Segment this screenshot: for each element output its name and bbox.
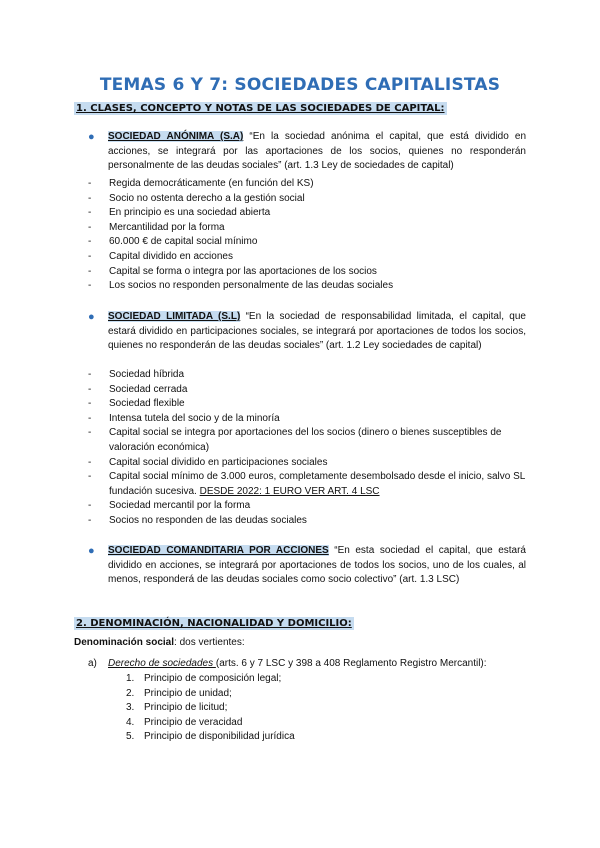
sca-definition-text: “En esta sociedad el capital, que estará dividido en acciones, se integrará por aportaciones de todos los socios, uno de los cuales, al menos, responderá de las deudas sociales como socio colectivo” (art. 1.3 LSC) xyxy=(108,545,526,586)
list-number: 4. xyxy=(126,716,135,728)
list-item xyxy=(126,701,295,716)
capital-minimum-note: DESDE 2022: 1 EURO VER ART. 4 LSC xyxy=(199,485,380,497)
list-number: 1. xyxy=(126,673,135,684)
sa-name: SOCIEDAD ANÓNIMA (S.A) xyxy=(108,131,244,142)
list-item xyxy=(88,470,529,499)
list-item: - 60.000 € de capital social mínimo xyxy=(88,235,529,250)
item-a-line xyxy=(108,657,538,672)
list-item xyxy=(126,730,295,745)
list-text: Principio de composición legal; xyxy=(144,673,282,684)
bullet-icon: ● xyxy=(88,131,95,143)
bullet-icon: ● xyxy=(88,311,95,323)
list-item: - Socios no responden de las deudas sociales xyxy=(88,514,529,529)
list-item: - En principio es una sociedad abierta xyxy=(88,206,529,221)
sl-definition-text: “En la sociedad de responsabilidad limitada, el capital, que estará dividido en participaciones sociales, se integrará por aportaciones de todos los socios, quienes no responderán de las deudas sociales” (art. 1.2 Ley sociedades de capital) xyxy=(108,311,526,352)
section-2-heading: 2. DENOMINACIÓN, NACIONALIDAD Y DOMICILIO: xyxy=(76,618,352,629)
sca-name: SOCIEDAD COMANDITARIA POR ACCIONES xyxy=(108,545,329,556)
bullet-icon: ● xyxy=(88,545,95,557)
list-text: Principio de veracidad xyxy=(144,716,243,728)
item-a-marker: a) xyxy=(88,658,97,669)
sl-name: SOCIEDAD LIMITADA (S.L) xyxy=(108,311,241,322)
principles-list xyxy=(126,672,295,745)
list-item: - Socio no ostenta derecho a la gestión social xyxy=(88,192,529,207)
list-text: Principio de unidad; xyxy=(144,687,232,699)
sa-definition-text: “En la sociedad anónima el capital, que está dividido en acciones, se integrará por las aportaciones de los socios, quienes no responderán personalmente de las deudas sociales” (art. 1.3 Ley de sociedades de capital) xyxy=(108,131,527,172)
list-item: - Los socios no responden personalmente de las deudas sociales xyxy=(88,279,529,294)
list-item xyxy=(126,687,295,702)
item-a-title: Derecho de sociedades xyxy=(108,658,216,669)
list-item: - Mercantilidad por la forma xyxy=(88,221,529,236)
denominacion-rest: : dos vertientes: xyxy=(174,637,245,648)
section-1-heading: 1. CLASES, CONCEPTO Y NOTAS DE LAS SOCIEDADES DE CAPITAL: xyxy=(76,103,445,114)
sl-characteristics-list xyxy=(88,368,529,529)
denominacion-label: Denominación social xyxy=(74,637,175,648)
list-text: Principio de licitud; xyxy=(144,702,228,714)
sa-characteristics-list xyxy=(88,177,529,294)
list-item: - Capital dividido en acciones xyxy=(88,250,529,265)
list-item xyxy=(126,716,295,731)
list-item: - Intensa tutela del socio y de la minoría xyxy=(88,412,529,427)
list-text: Principio de disponibilidad jurídica xyxy=(144,731,295,743)
list-item: - Sociedad flexible xyxy=(88,397,529,412)
list-item: - Regida democráticamente (en función del KS) xyxy=(88,177,529,192)
list-item xyxy=(126,672,295,687)
list-item: - Sociedad híbrida xyxy=(88,368,529,383)
sl-definition xyxy=(108,310,526,354)
list-item: - Capital se forma o integra por las aportaciones de los socios xyxy=(88,265,529,280)
list-item: - Capital social se integra por aportaciones del los socios (dinero o bienes susceptibles de valoración económica) xyxy=(88,426,529,455)
list-number: 3. xyxy=(126,702,135,714)
page-title: TEMAS 6 Y 7: SOCIEDADES CAPITALISTAS xyxy=(99,75,501,95)
list-item: - Capital social dividido en participaciones sociales xyxy=(88,456,529,471)
item-a-rest: (arts. 6 y 7 LSC y 398 a 408 Reglamento Registro Mercantil): xyxy=(215,658,487,669)
sca-definition xyxy=(108,544,526,588)
capital-minimum-text: Capital social mínimo de 3.000 euros, completamente desembolsado desde el inicio, salvo SL fundación sucesiva. xyxy=(109,471,525,497)
denominacion-line xyxy=(74,636,524,651)
list-number: 5. xyxy=(126,731,135,743)
list-number: 2. xyxy=(126,687,135,699)
list-item: - Sociedad mercantil por la forma xyxy=(88,499,529,514)
sa-definition xyxy=(108,130,526,174)
list-item: - Sociedad cerrada xyxy=(88,383,529,398)
